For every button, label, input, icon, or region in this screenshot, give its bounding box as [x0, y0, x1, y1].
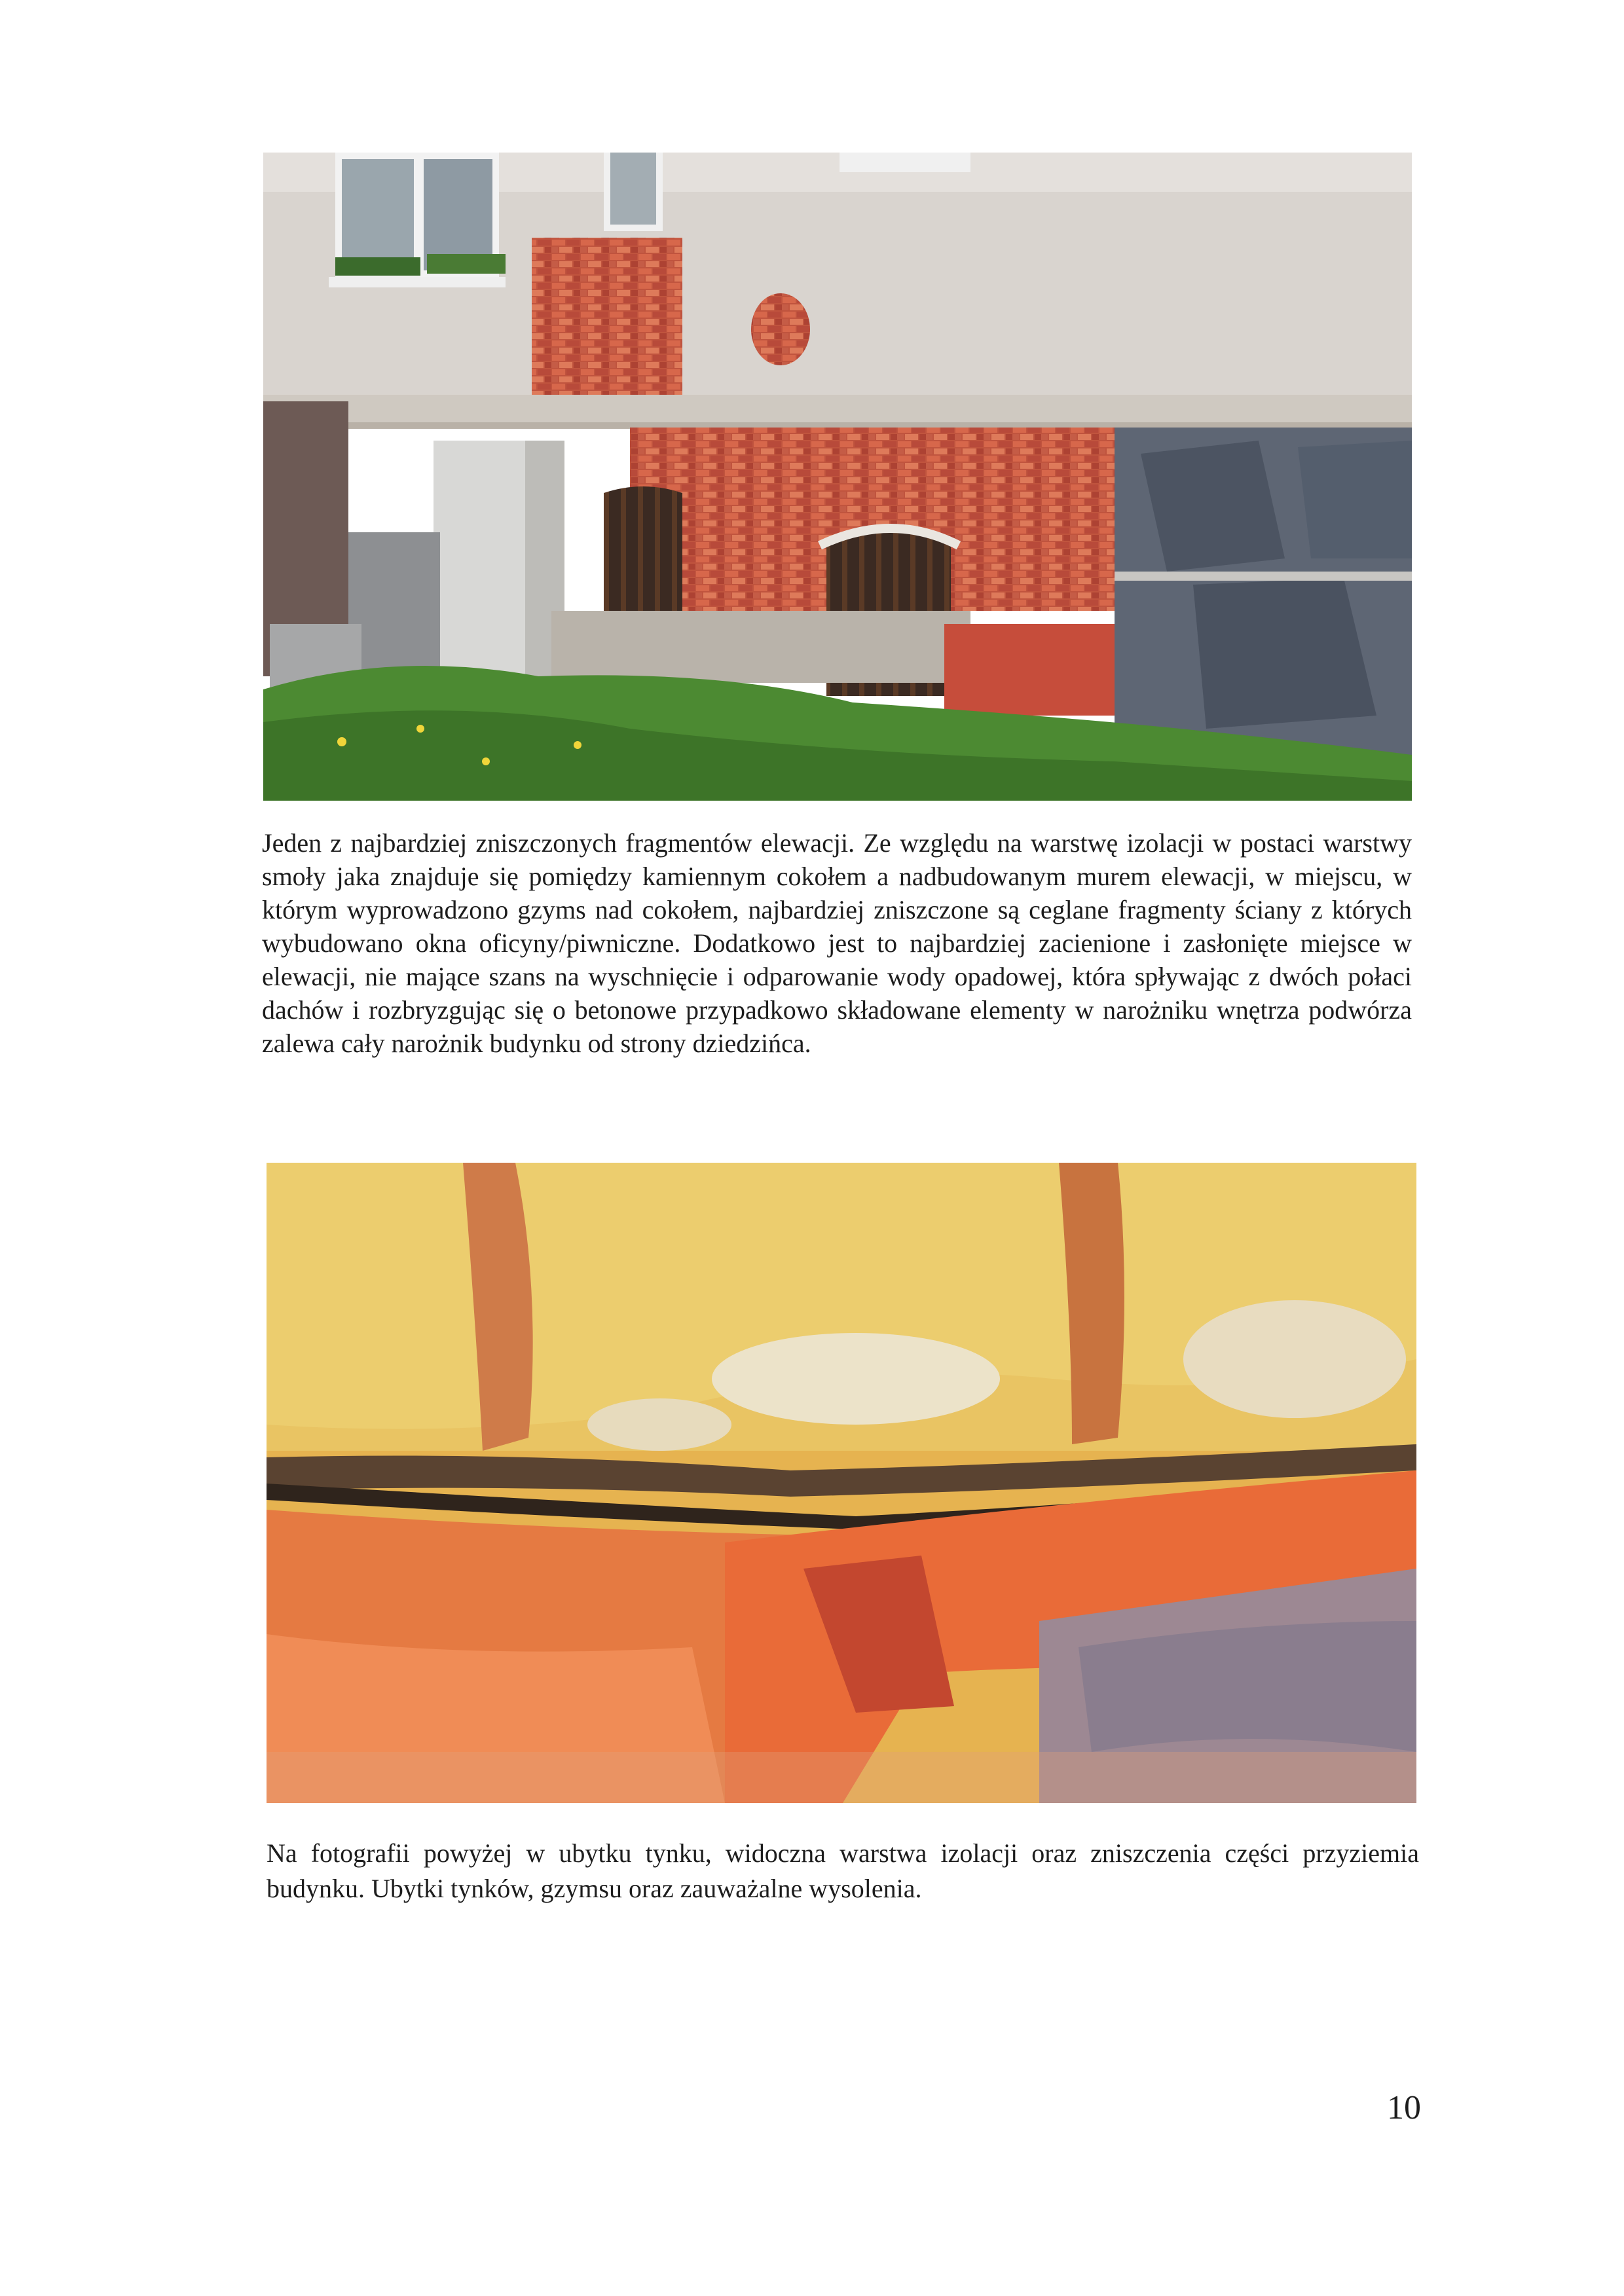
plaster-loss-closeup-photo: [267, 1163, 1416, 1803]
facade-damage-photo: [263, 153, 1412, 801]
page-number: 10: [1387, 2089, 1421, 2126]
photo1-caption: Jeden z najbardziej zniszczonych fragmentów elewacji. Ze względu na warstwę izolacji w postaci warstwy smoły jaka znajduje się pomiędzy kamiennym cokołem a nadbudowanym murem elewacji, w miejscu, w którym wyprowadzono gzyms nad cokołem, najbardziej zniszczone są ceglane fragmenty ściany z których wybudowano okna oficyny/piwniczne. Dodatkowo jest to najbardziej zacienione i zasłonięte miejsce w elewacji, nie mające szans na wyschnięcie i odparowanie wody opadowej, która spływając z dwóch połaci dachów i rozbryzgując się o betonowe przypadkowo składowane elementy w narożniku wnętrza podwórza zalewa cały narożnik budynku od strony dziedzińca.: [262, 828, 1412, 1058]
photo2-caption: Na fotografii powyżej w ubytku tynku, widoczna warstwa izolacji oraz zniszczenia części przyziemia budynku. Ubytki tynków, gzymsu oraz zauważalne wysolenia.: [267, 1838, 1419, 1903]
